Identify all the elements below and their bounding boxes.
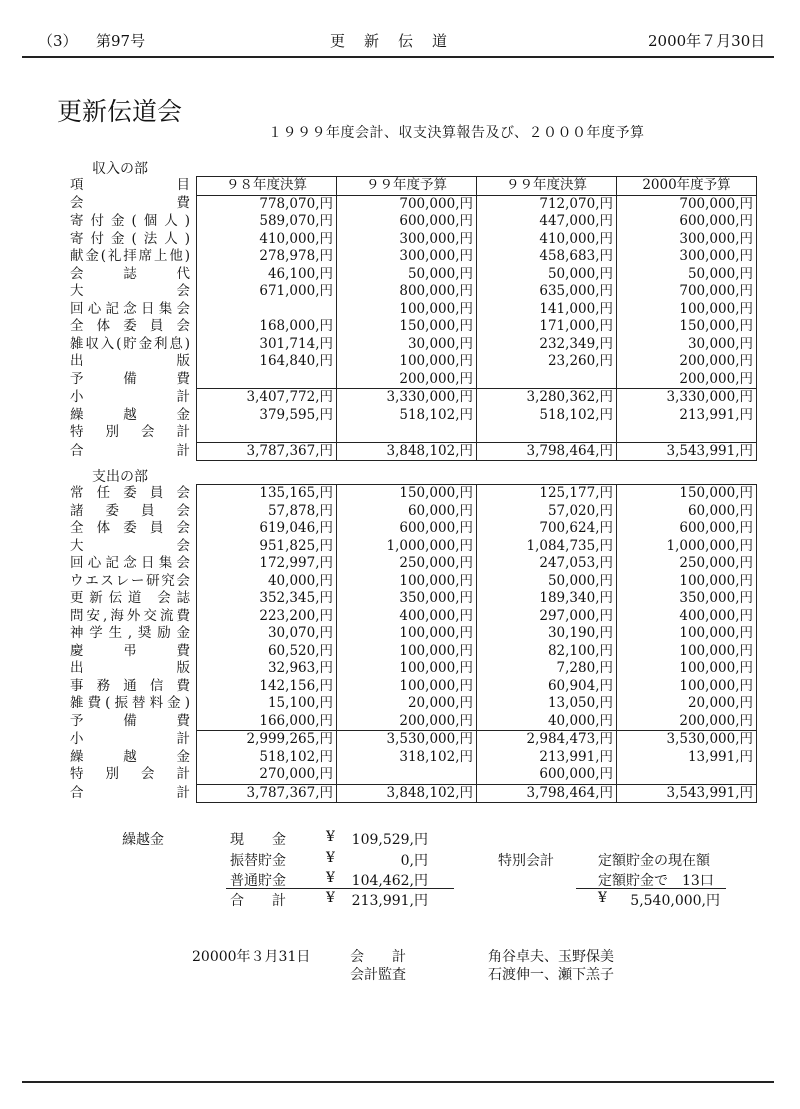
row-label: 大会 [70,283,190,299]
fixed-deposit-count: 定額貯金で 13口 [598,873,714,889]
column-header-99-actual: ９９年度決算 [477,177,617,196]
table-row [70,538,757,556]
table-row [70,766,757,784]
amount-cell: 700,000,円 [617,283,757,301]
amount-cell [617,424,757,442]
amount-cell: 172,997,円 [197,555,337,573]
amount-cell: 3,543,991,円 [617,442,757,461]
amount-cell: 150,000,円 [337,318,477,336]
amount-cell: 3,848,102,円 [337,784,477,803]
table-row [70,784,757,803]
amount-cell: 2,999,265,円 [197,731,337,749]
amount-cell: 135,165,円 [197,485,337,503]
row-label: 小計 [70,730,190,747]
carryover-label: 繰越金 [122,832,164,848]
amount-cell: 318,102,円 [337,749,477,767]
amount-cell: 166,000,円 [197,713,337,731]
table-row [70,424,757,442]
amount-cell: 3,330,000,円 [617,389,757,407]
table-row [70,485,757,503]
table-row [70,283,757,301]
amount-cell: 600,000,円 [617,520,757,538]
transfer-savings-amount: 0,円 [400,853,428,869]
row-label: 献金(礼拝席上他) [70,248,190,264]
amount-cell: 7,280,円 [477,660,617,678]
accountant-role: 会 計 [350,949,406,965]
amount-cell: 712,070,円 [477,195,617,213]
row-label: 大会 [70,537,190,554]
table-row [70,266,757,284]
issue-number: 第97号 [96,32,146,50]
amount-cell: 3,798,464,円 [477,442,617,461]
row-label: 慶弔費 [70,642,190,659]
amount-cell: 100,000,円 [337,643,477,661]
amount-cell: 301,714,円 [197,336,337,354]
amount-cell: 20,000,円 [337,695,477,713]
cash-yen: ¥ [326,829,335,845]
table-row [70,407,757,425]
amount-cell: 951,825,円 [197,538,337,556]
amount-cell: 518,102,円 [337,407,477,425]
amount-cell: 100,000,円 [617,573,757,591]
amount-cell: 3,280,362,円 [477,389,617,407]
auditor-role: 会計監査 [350,967,406,983]
amount-cell: 141,000,円 [477,301,617,319]
amount-cell: 3,530,000,円 [617,731,757,749]
newspaper-name: 更 新 伝 道 [330,32,450,50]
amount-cell: 30,190,円 [477,625,617,643]
amount-cell: 350,000,円 [337,590,477,608]
amount-cell: 100,000,円 [337,301,477,319]
amount-cell: 150,000,円 [617,318,757,336]
amount-cell [197,371,337,389]
table-row [70,520,757,538]
amount-cell: 13,050,円 [477,695,617,713]
row-label: 回心記念日集会 [70,300,190,317]
amount-cell: 671,000,円 [197,283,337,301]
amount-cell: 200,000,円 [617,713,757,731]
column-header-row [70,177,757,196]
amount-cell: 213,991,円 [477,749,617,767]
row-label: 会誌代 [70,265,190,282]
amount-cell [337,766,477,784]
amount-cell: 350,000,円 [617,590,757,608]
table-row [70,503,757,521]
table-row [70,643,757,661]
amount-cell: 270,000,円 [197,766,337,784]
amount-cell: 3,530,000,円 [337,731,477,749]
amount-cell: 600,000,円 [477,766,617,784]
amount-cell [197,424,337,442]
amount-cell: 400,000,円 [337,608,477,626]
amount-cell [617,766,757,784]
table-row [70,749,757,767]
special-amount: 5,540,000,円 [630,893,720,909]
column-header-2000-budget: 2000年度予算 [617,177,757,196]
row-label: 予備費 [70,370,190,387]
row-label: 合計 [70,442,190,459]
amount-cell: 30,070,円 [197,625,337,643]
row-label: 回心記念日集会 [70,555,190,571]
amount-cell: 200,000,円 [617,353,757,371]
table-row [70,301,757,319]
page-number: （3） [38,32,78,50]
amount-cell: 171,000,円 [477,318,617,336]
amount-cell: 50,000,円 [477,573,617,591]
amount-cell: 40,000,円 [197,573,337,591]
carryover-total-yen: ¥ [326,890,335,906]
amount-cell [477,371,617,389]
amount-cell: 100,000,円 [337,573,477,591]
amount-cell: 100,000,円 [617,625,757,643]
carryover-total-amount: 213,991,円 [351,893,428,909]
amount-cell: 189,340,円 [477,590,617,608]
amount-cell: 142,156,円 [197,678,337,696]
amount-cell: 150,000,円 [617,485,757,503]
table-row [70,213,757,231]
amount-cell: 50,000,円 [477,266,617,284]
amount-cell: 778,070,円 [197,195,337,213]
amount-cell: 410,000,円 [197,231,337,249]
transfer-savings-yen: ¥ [326,850,335,866]
amount-cell: 57,878,円 [197,503,337,521]
table-row [70,248,757,266]
amount-cell: 300,000,円 [617,231,757,249]
amount-cell: 3,330,000,円 [337,389,477,407]
table-row [70,660,757,678]
amount-cell: 100,000,円 [337,660,477,678]
report-date: 20000年３月31日 [192,949,311,965]
special-sum-rule [576,888,726,889]
row-label: 更新伝道 会誌 [70,590,190,606]
amount-cell [477,424,617,442]
amount-cell: 700,000,円 [337,195,477,213]
row-label: 神学生,奨励金 [70,625,190,641]
row-label: 繰越金 [70,406,190,423]
accountant-names: 角谷卓夫、玉野保美 [488,949,614,965]
row-label: 出版 [70,353,190,369]
amount-cell: 250,000,円 [617,555,757,573]
amount-cell: 2,984,473,円 [477,731,617,749]
table-row [70,389,757,407]
row-label: 事務通信費 [70,677,190,694]
carryover-total-label: 合 計 [230,893,286,909]
amount-cell: 164,840,円 [197,353,337,371]
amount-cell: 46,100,円 [197,266,337,284]
table-row [70,625,757,643]
amount-cell [197,301,337,319]
row-label: 全体委員会 [70,318,190,334]
table-row [70,695,757,713]
amount-cell: 278,978,円 [197,248,337,266]
amount-cell: 50,000,円 [337,266,477,284]
fixed-deposit-balance-label: 定額貯金の現在額 [598,853,710,869]
amount-cell: 600,000,円 [337,520,477,538]
amount-cell: 3,787,367,円 [197,442,337,461]
amount-cell: 250,000,円 [337,555,477,573]
row-label: ウエスレー研究会 [70,572,190,589]
table-row [70,573,757,591]
amount-cell: 60,520,円 [197,643,337,661]
ordinary-savings-yen: ¥ [326,870,335,886]
amount-cell: 30,000,円 [337,336,477,354]
row-label: 特別会計 [70,424,190,441]
header-rule [22,56,774,58]
amount-cell: 447,000,円 [477,213,617,231]
income-table [70,176,757,461]
row-label: 寄付金(個人) [70,213,190,229]
amount-cell: 800,000,円 [337,283,477,301]
special-yen: ¥ [598,890,607,906]
amount-cell: 518,102,円 [477,407,617,425]
amount-cell: 100,000,円 [617,660,757,678]
amount-cell: 32,963,円 [197,660,337,678]
footer-rule [22,1081,774,1083]
amount-cell: 400,000,円 [617,608,757,626]
amount-cell: 223,200,円 [197,608,337,626]
amount-cell: 589,070,円 [197,213,337,231]
amount-cell: 213,991,円 [617,407,757,425]
amount-cell: 518,102,円 [197,749,337,767]
amount-cell: 82,100,円 [477,643,617,661]
amount-cell: 100,000,円 [617,643,757,661]
amount-cell: 1,084,735,円 [477,538,617,556]
amount-cell: 23,260,円 [477,353,617,371]
row-label: 合計 [70,784,190,801]
amount-cell: 200,000,円 [337,371,477,389]
column-header-99-budget: ９９年度予算 [337,177,477,196]
ordinary-savings-amount: 104,462,円 [351,873,428,889]
amount-cell: 50,000,円 [617,266,757,284]
amount-cell: 150,000,円 [337,485,477,503]
amount-cell: 458,683,円 [477,248,617,266]
amount-cell: 125,177,円 [477,485,617,503]
amount-cell: 300,000,円 [617,248,757,266]
row-label: 常任委員会 [70,484,190,501]
amount-cell: 297,000,円 [477,608,617,626]
amount-cell: 100,000,円 [337,353,477,371]
table-row [70,590,757,608]
amount-cell: 1,000,000,円 [617,538,757,556]
amount-cell [337,424,477,442]
amount-cell: 619,046,円 [197,520,337,538]
amount-cell: 700,624,円 [477,520,617,538]
amount-cell: 635,000,円 [477,283,617,301]
amount-cell: 100,000,円 [337,678,477,696]
amount-cell: 3,798,464,円 [477,784,617,803]
row-label: 全体委員会 [70,520,190,536]
table-row [70,371,757,389]
row-label: 諸委員会 [70,502,190,519]
amount-cell: 3,543,991,円 [617,784,757,803]
amount-cell: 410,000,円 [477,231,617,249]
amount-cell: 100,000,円 [617,301,757,319]
table-row [70,442,757,461]
carryover-sum-rule [226,888,454,889]
row-label: 特別会計 [70,766,190,783]
table-row [70,555,757,573]
transfer-savings-label: 振替貯金 [230,853,286,869]
table-row [70,318,757,336]
amount-cell: 57,020,円 [477,503,617,521]
table-row [70,336,757,354]
cash-label: 現 金 [230,832,286,848]
amount-cell: 300,000,円 [337,248,477,266]
amount-cell: 232,349,円 [477,336,617,354]
amount-cell: 100,000,円 [617,678,757,696]
amount-cell: 1,000,000,円 [337,538,477,556]
table-row [70,713,757,731]
amount-cell: 3,407,772,円 [197,389,337,407]
amount-cell: 300,000,円 [337,231,477,249]
amount-cell: 20,000,円 [617,695,757,713]
table-row [70,231,757,249]
amount-cell: 379,595,円 [197,407,337,425]
table-row [70,195,757,213]
amount-cell: 3,787,367,円 [197,784,337,803]
amount-cell: 200,000,円 [617,371,757,389]
income-heading: 収入の部 [92,161,148,177]
table-row [70,608,757,626]
cash-amount: 109,529,円 [351,832,428,848]
table-row [70,353,757,371]
amount-cell: 200,000,円 [337,713,477,731]
amount-cell: 30,000,円 [617,336,757,354]
report-subtitle: １９９９年度会計、収支決算報告及び、２０００年度予算 [268,125,645,141]
amount-cell: 247,053,円 [477,555,617,573]
special-account-label: 特別会計 [498,853,554,869]
column-header-98-actual: ９８年度決算 [197,177,337,196]
amount-cell: 100,000,円 [337,625,477,643]
ordinary-savings-label: 普通貯金 [230,873,286,889]
amount-cell: 60,000,円 [617,503,757,521]
table-row [70,731,757,749]
row-label: 予備費 [70,712,190,729]
row-label: 出版 [70,660,190,676]
expense-heading: 支出の部 [92,469,148,485]
amount-cell: 15,100,円 [197,695,337,713]
expense-table [70,484,757,803]
column-header-item: 項 目 [70,177,190,193]
row-label: 寄付金(法人) [70,230,190,247]
amount-cell: 168,000,円 [197,318,337,336]
row-label: 雑収入(貯金利息) [70,335,190,352]
amount-cell: 40,000,円 [477,713,617,731]
amount-cell: 600,000,円 [337,213,477,231]
page-title: 更新伝道会 [57,97,183,126]
row-label: 繰越金 [70,748,190,765]
amount-cell: 600,000,円 [617,213,757,231]
row-label: 雑費(振替料金) [70,695,190,711]
amount-cell: 700,000,円 [617,195,757,213]
row-label: 会費 [70,195,190,212]
amount-cell: 60,000,円 [337,503,477,521]
row-label: 小計 [70,388,190,405]
amount-cell: 3,848,102,円 [337,442,477,461]
row-label: 問安,海外交流費 [70,607,190,624]
amount-cell: 13,991,円 [617,749,757,767]
table-row [70,678,757,696]
amount-cell: 60,904,円 [477,678,617,696]
issue-date: 2000年７月30日 [648,32,766,50]
amount-cell: 352,345,円 [197,590,337,608]
auditor-names: 石渡伸一、瀬下羔子 [488,967,614,983]
